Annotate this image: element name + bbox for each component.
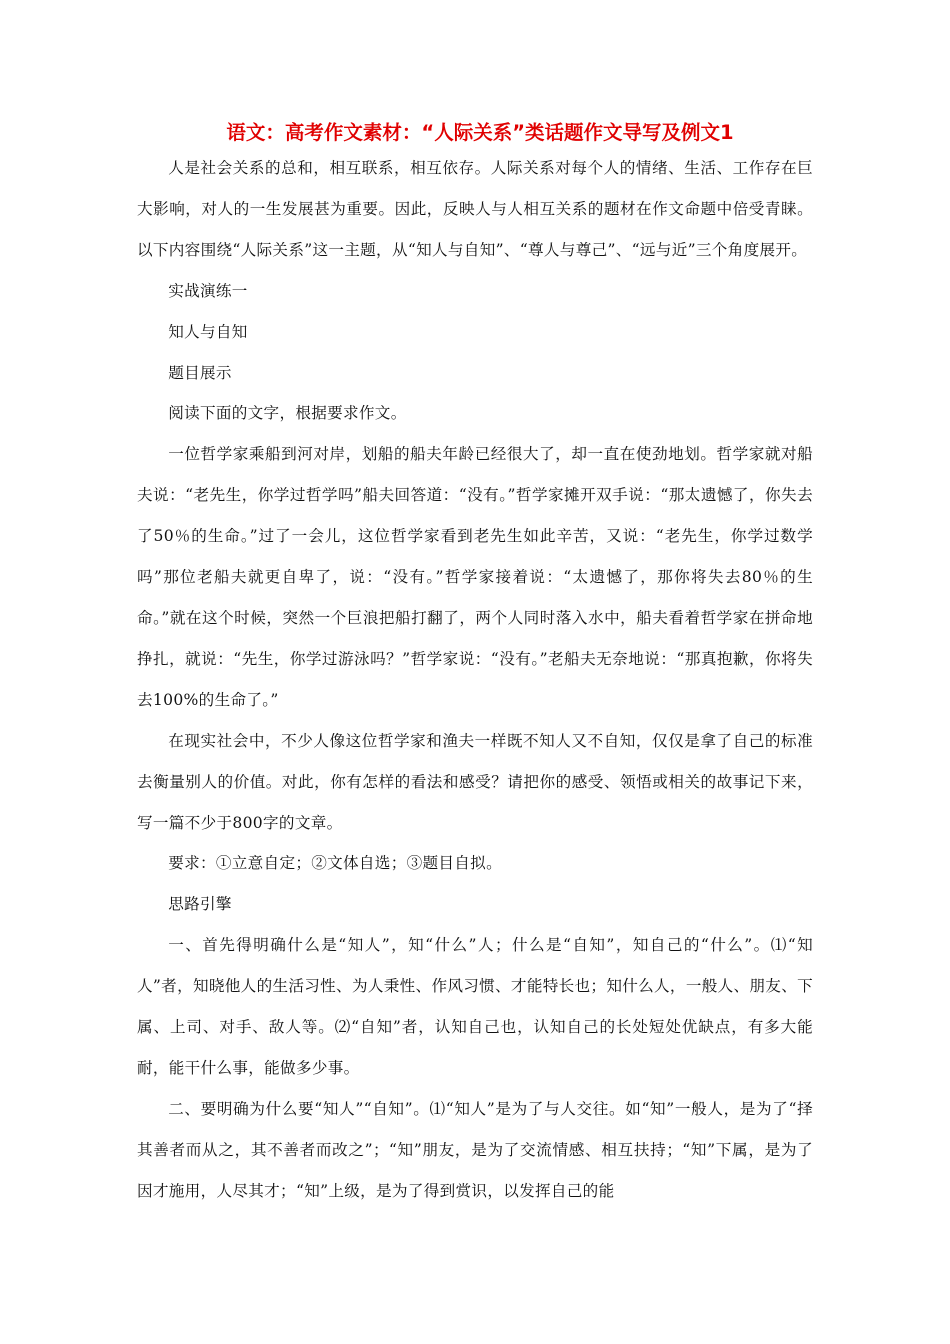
instruction-paragraph: 阅读下面的文字，根据要求作文。: [168, 404, 407, 423]
document-title: 语文：高考作文素材：“人际关系”类话题作文导写及例文1: [226, 121, 734, 144]
subsection-heading: 思路引擎: [168, 895, 232, 914]
prompt-paragraph: 在现实社会中，不少人像这位哲学家和渔夫一样既不知人又不自知，仅仅是拿了自己的标准去衡量别人的价值。对此，你有怎样的看法和感受？请把你的感受、领悟或相关的故事记下来，写一篇不少于800字的文章。: [137, 731, 813, 832]
analysis-paragraph: 二、要明确为什么要“知人”“自知”。⑴“知人”是为了与人交往。如“知”一般人，是为了“择其善者而从之，其不善者而改之”；“知”朋友，是为了交流情感、相互扶持；“知”下属，是为了因才施用，人尽其才；“知”上级，是为了得到赏识，以发挥自己的能: [137, 1099, 813, 1200]
document-body: [137, 148, 813, 1212]
requirements-paragraph: 要求：①立意自定；②文体自选；③题目自拟。: [168, 854, 502, 873]
topic-heading: 知人与自知: [168, 322, 248, 341]
intro-paragraph: 人是社会关系的总和，相互联系，相互依存。人际关系对每个人的情绪、生活、工作存在巨大影响，对人的一生发展甚为重要。因此，反映人与人相互关系的题材在作文命题中倍受青睐。以下内容围绕“人际关系”这一主题，从“知人与自知”、“尊人与尊己”、“远与近”三个角度展开。: [137, 159, 813, 259]
section-heading: 实战演练一: [168, 281, 248, 300]
story-paragraph: 一位哲学家乘船到河对岸，划船的船夫年龄已经很大了，却一直在使劲地划。哲学家就对船夫说：“老先生，你学过哲学吗”船夫回答道：“没有。”哲学家摊开双手说：“那太遗憾了，你失去了50％的生命。”过了一会儿，这位哲学家看到老先生如此辛苦，又说：“老先生，你学过数学吗”那位老船夫就更自卑了，说：“没有。”哲学家接着说：“太遗憾了，那你将失去80％的生命。”就在这个时候，突然一个巨浪把船打翻了，两个人同时落入水中，船夫看着哲学家在拼命地挣扎，就说：“先生，你学过游泳吗？”哲学家说：“没有。”老船夫无奈地说：“那真抱歉，你将失去100%的生命了。”: [137, 445, 813, 709]
subsection-heading: 题目展示: [168, 363, 232, 382]
analysis-paragraph: 一、首先得明确什么是“知人”，知“什么”人；什么是“自知”，知自己的“什么”。⑴“知人”者，知晓他人的生活习性、为人秉性、作风习惯、才能特长也；知什么人，一般人、朋友、下属、上司、对手、敌人等。⑵“自知”者，认知自己也，认知自己的长处短处优缺点，有多大能耐，能干什么事，能做多少事。: [137, 936, 813, 1077]
